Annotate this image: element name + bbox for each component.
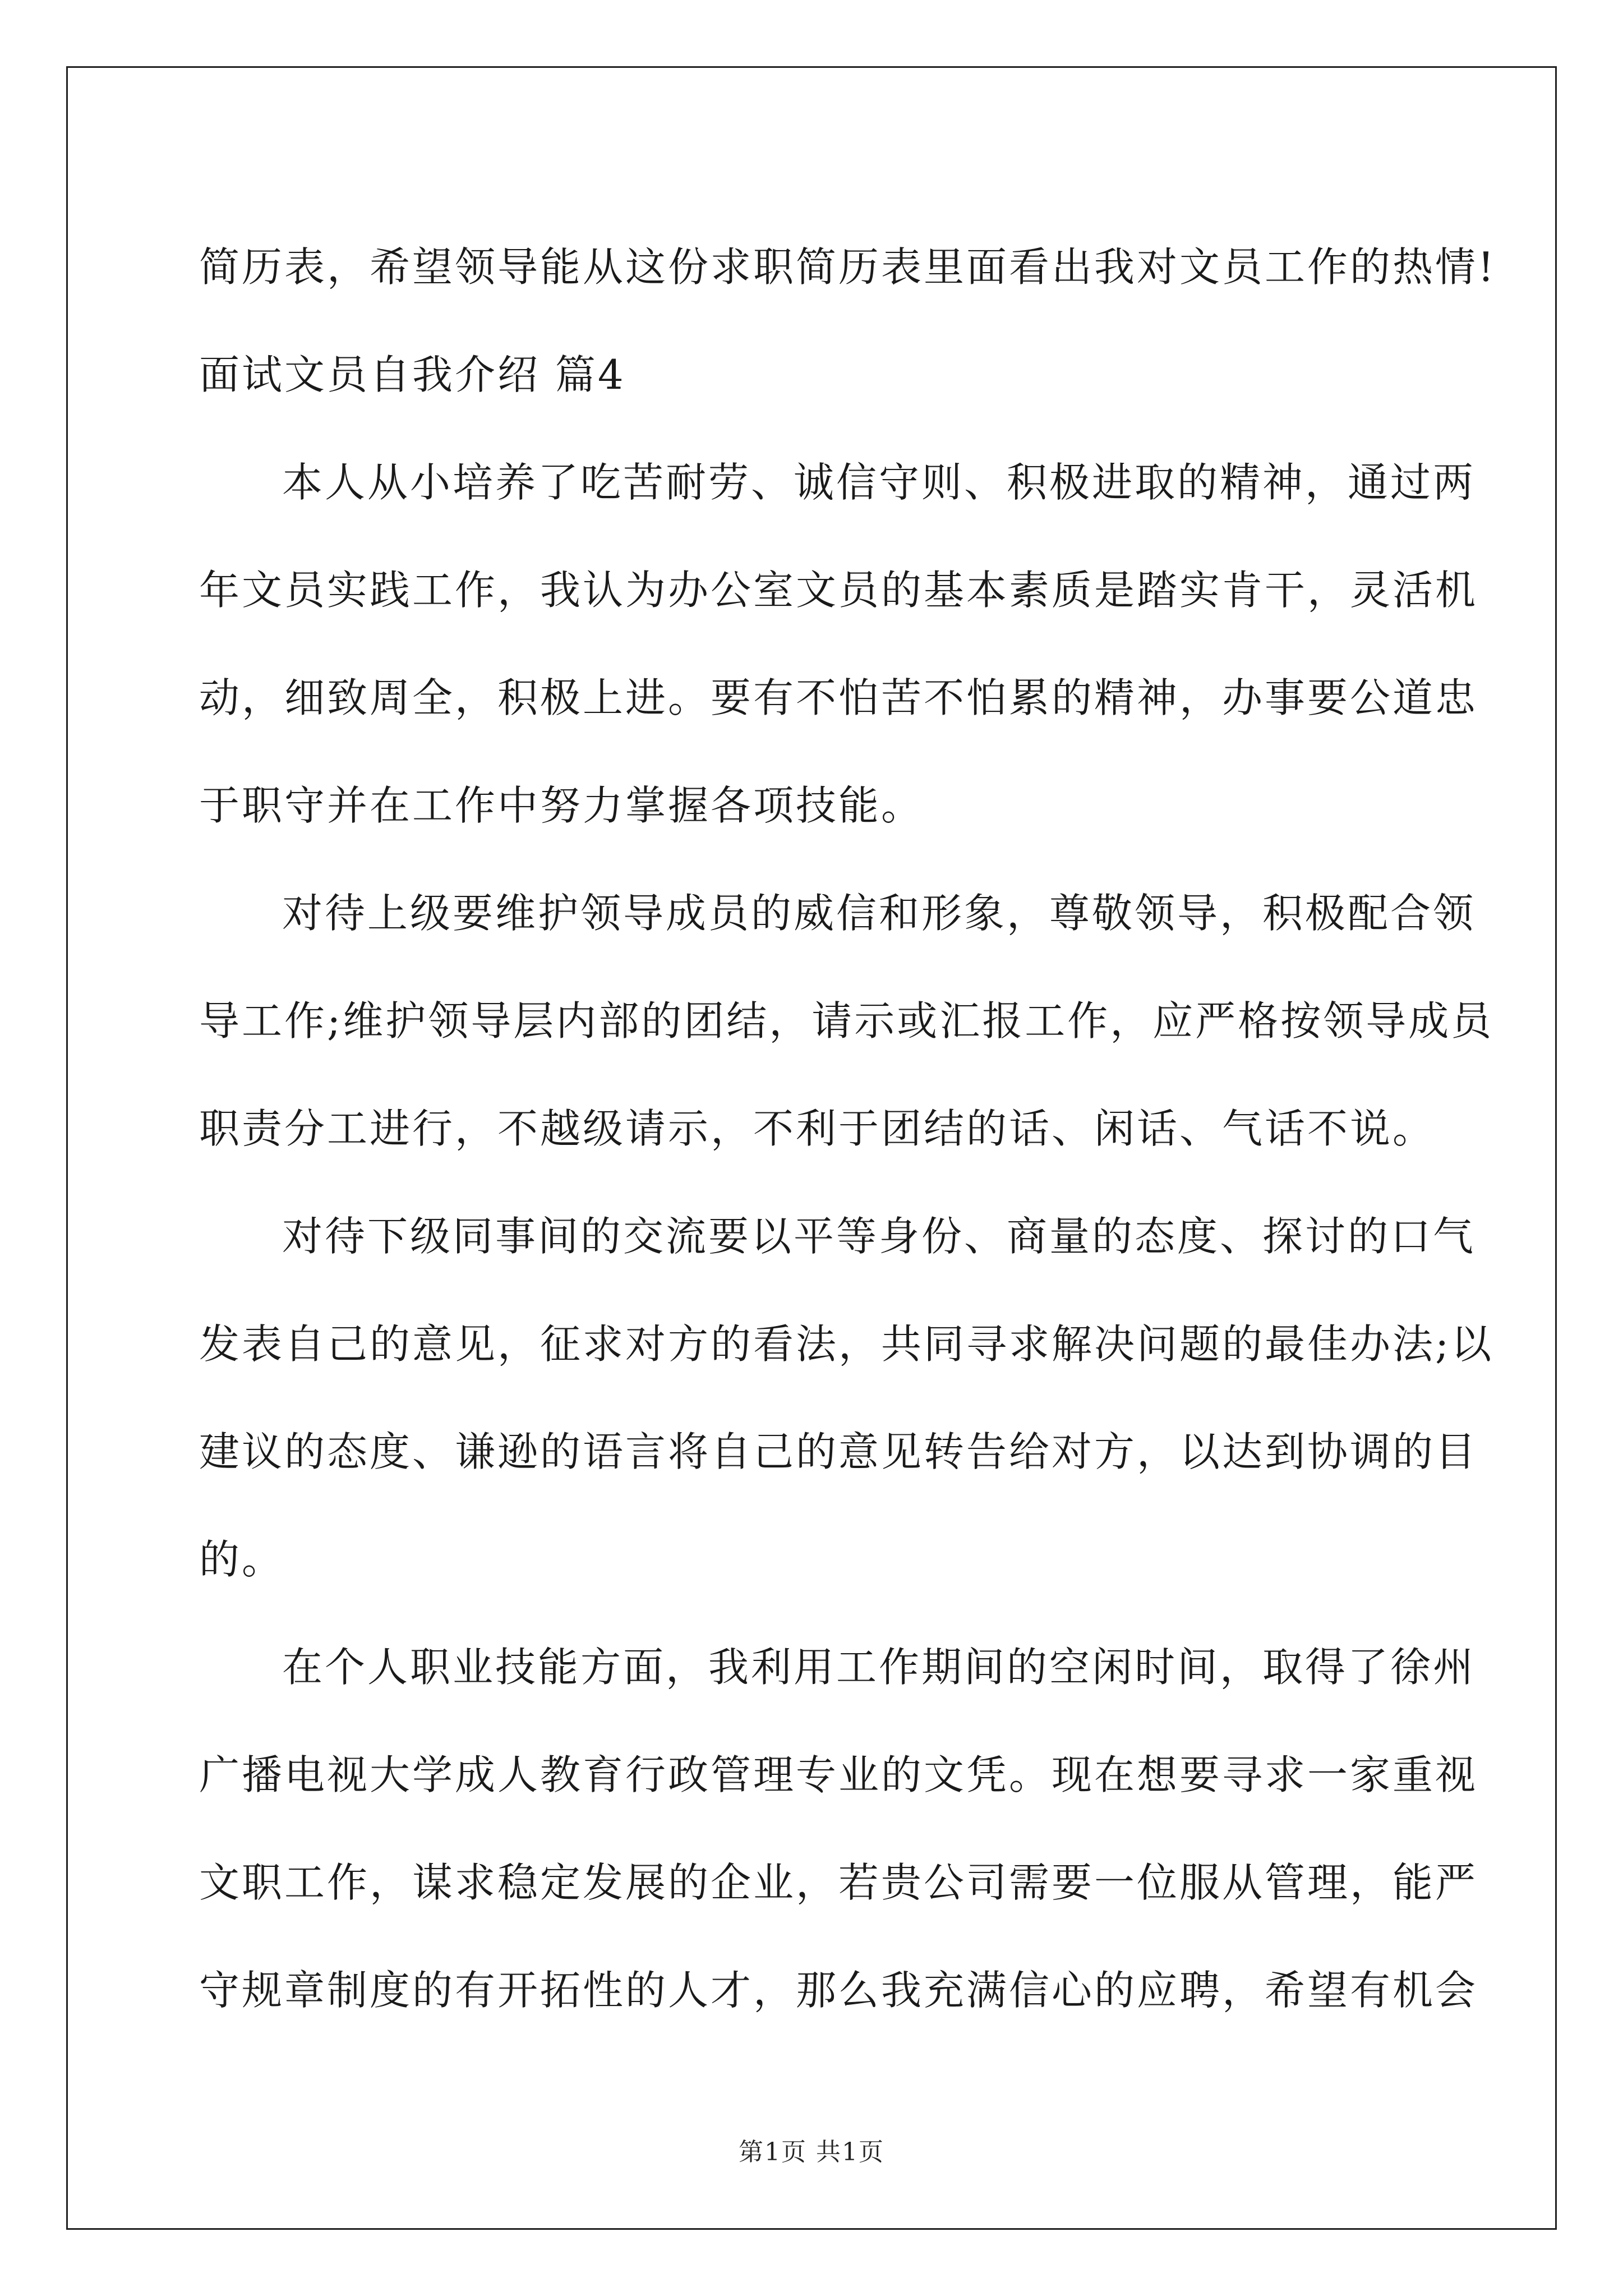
paragraph-line: 广播电视大学成人教育行政管理专业的文凭。现在想要寻求一家重视: [199, 1751, 1478, 1798]
paragraph-line: 导工作;维护领导层内部的团结，请示或汇报工作，应严格按领导成员: [199, 997, 1494, 1045]
paragraph-line: 建议的态度、谦逊的语言将自己的意见转告给对方，以达到协调的目: [199, 1428, 1478, 1475]
paragraph-line: 对待下级同事间的交流要以平等身份、商量的态度、探讨的口气: [282, 1213, 1476, 1260]
paragraph-line: 职责分工进行，不越级请示，不利于团结的话、闲话、气话不说。: [199, 1105, 1436, 1152]
paragraph-line: 于职守并在工作中努力掌握各项技能。: [199, 782, 924, 829]
paragraph-line: 年文员实践工作，我认为办公室文员的基本素质是踏实肯干，灵活机: [199, 567, 1478, 614]
paragraph-line: 守规章制度的有开拓性的人才，那么我充满信心的应聘，希望有机会: [199, 1967, 1478, 2014]
page-footer: 第1页 共1页: [739, 2138, 884, 2166]
paragraph-line: 本人从小培养了吃苦耐劳、诚信守则、积极进取的精神，通过两: [282, 459, 1476, 506]
text-line: 简历表，希望领导能从这份求职简历表里面看出我对文员工作的热情!: [199, 243, 1496, 291]
paragraph-line: 在个人职业技能方面，我利用工作期间的空闲时间，取得了徐州: [282, 1644, 1476, 1691]
paragraph-line: 对待上级要维护领导成员的威信和形象，尊敬领导，积极配合领: [282, 890, 1476, 937]
section-heading: 面试文员自我介绍 篇4: [199, 351, 626, 398]
paragraph-line: 文职工作，谋求稳定发展的企业，若贵公司需要一位服从管理，能严: [199, 1859, 1478, 1906]
paragraph-line: 动，细致周全，积极上进。要有不怕苦不怕累的精神，办事要公道忠: [199, 674, 1478, 721]
paragraph-line: 发表自己的意见，征求对方的看法，共同寻求解决问题的最佳办法;以: [199, 1320, 1494, 1368]
paragraph-line: 的。: [199, 1536, 285, 1583]
document-body: [199, 213, 1496, 2044]
